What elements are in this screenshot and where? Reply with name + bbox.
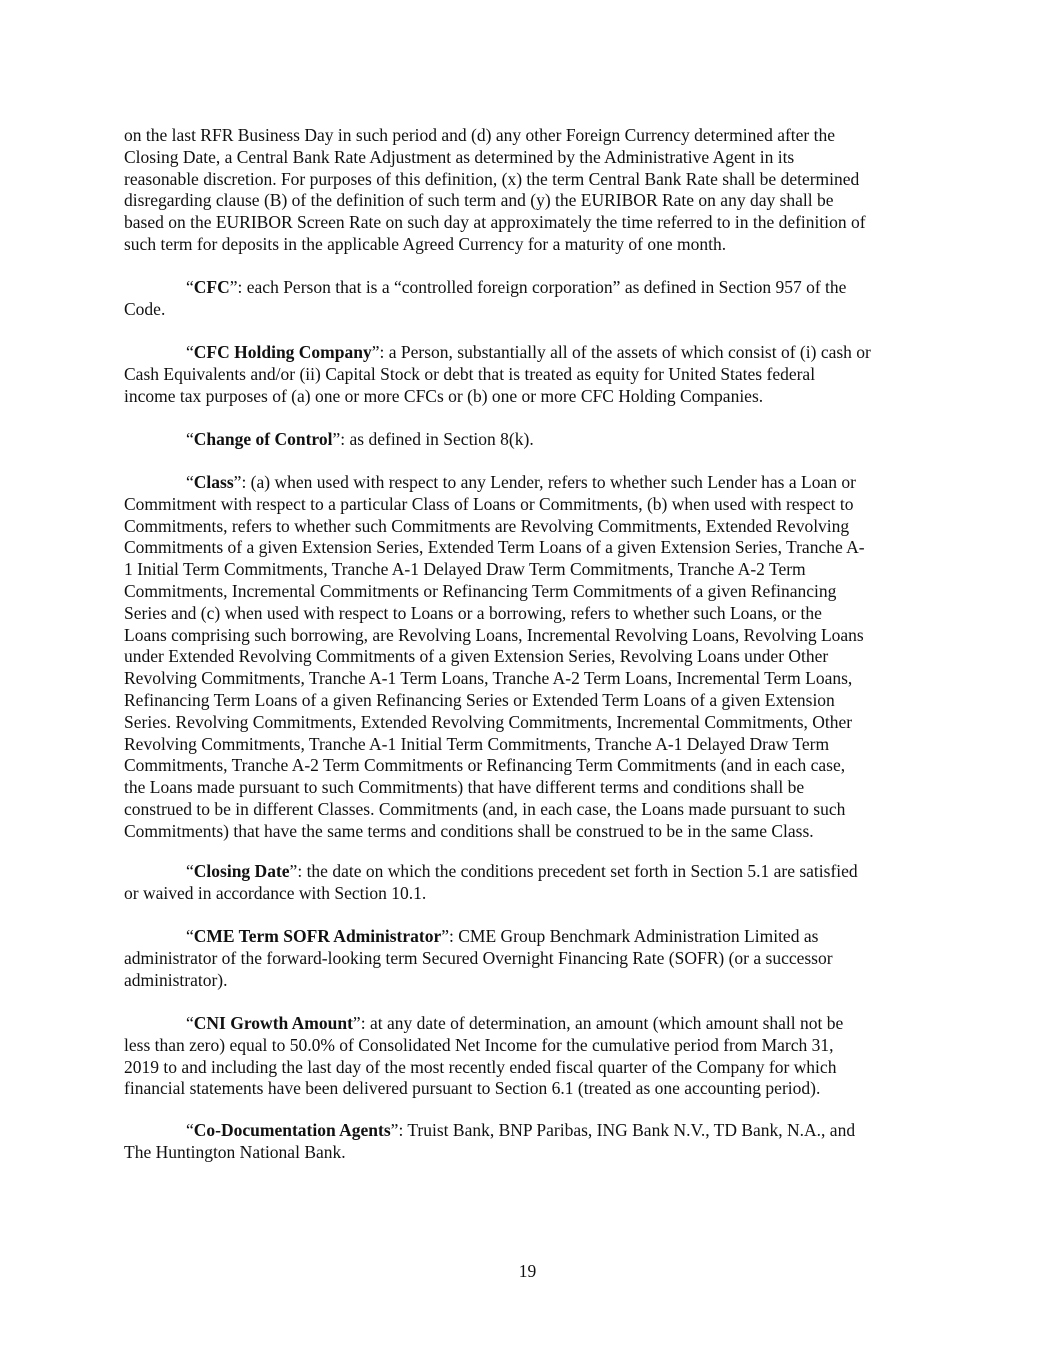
definition-text: : at any date of determination, an amount (which amount shall not be <box>360 1013 844 1033</box>
defined-term: Class <box>193 472 234 492</box>
text-line: Code. <box>124 298 166 319</box>
close-quote: ” <box>233 472 242 492</box>
open-quote: “ <box>186 277 194 297</box>
close-quote: ” <box>390 1120 399 1140</box>
text-line: under Extended Revolving Commitments of a given Extension Series, Revolving Loans under Other <box>124 646 829 667</box>
definition-text: : Truist Bank, BNP Paribas, ING Bank N.V., TD Bank, N.A., and <box>398 1120 856 1140</box>
definition-first-line <box>124 472 932 494</box>
text-line: Cash Equivalents and/or (ii) Capital Stock or debt that is treated as equity for United States federal <box>124 363 816 384</box>
definition-text: : each Person that is a “controlled foreign corporation” as defined in Section 957 of the <box>237 277 847 297</box>
definition-class <box>124 472 932 843</box>
close-quote: ” <box>332 429 341 449</box>
definition-text: : (a) when used with respect to any Lender, refers to whether such Lender has a Loan or <box>241 472 856 492</box>
text-line: Revolving Commitments, Tranche A-1 Initial Term Commitments, Tranche A-1 Delayed Draw Term <box>124 733 830 754</box>
text-line: construed to be in different Classes. Commitments (and, in each case, the Loans made pursuant to such <box>124 798 846 819</box>
open-quote: “ <box>186 342 194 362</box>
text-line: on the last RFR Business Day in such period and (d) any other Foreign Currency determined after the <box>124 125 836 145</box>
definition-text: : as defined in Section 8(k). <box>340 429 534 449</box>
definition-first-line <box>124 277 932 299</box>
text-line: Commitments) that have the same terms and conditions shall be construed to be in the same Class. <box>124 820 814 841</box>
definition-text: : a Person, substantially all of the assets of which consist of (i) cash or <box>379 342 871 362</box>
open-quote: “ <box>186 926 194 946</box>
text-line: Commitments, Tranche A-2 Term Commitments or Refinancing Term Commitments (and in each case, <box>124 755 846 776</box>
definition-first-line <box>124 861 932 883</box>
text-line: The Huntington National Bank. <box>124 1141 346 1162</box>
text-line: Commitments, refers to whether such Commitments are Revolving Commitments, Extended Revolving <box>124 515 850 536</box>
open-quote: “ <box>186 429 194 449</box>
page-number: 19 <box>518 1261 537 1281</box>
text-line: financial statements have been delivered pursuant to Section 6.1 (treated as one accounting period). <box>124 1078 821 1099</box>
text-line: Closing Date, a Central Bank Rate Adjustment as determined by the Administrative Agent in its <box>124 146 795 167</box>
text-line: Loans comprising such borrowing, are Revolving Loans, Incremental Revolving Loans, Revolving Loans <box>124 624 864 645</box>
text-line: Revolving Commitments, Tranche A-1 Term Loans, Tranche A-2 Term Loans, Incremental Term Loans, <box>124 668 853 689</box>
open-quote: “ <box>186 1013 194 1033</box>
text-line: Series and (c) when used with respect to Loans or a borrowing, refers to whether such Loans, or the <box>124 602 822 623</box>
defined-term: CME Term SOFR Administrator <box>193 926 442 946</box>
definition-cme-term-sofr-administrator <box>124 926 932 991</box>
open-quote: “ <box>186 1120 194 1140</box>
definition-change-of-control <box>124 429 932 451</box>
definition-first-line <box>124 1120 932 1142</box>
text-line: Refinancing Term Loans of a given Refinancing Series or Extended Term Loans of a given Extension <box>124 689 835 710</box>
text-line: reasonable discretion. For purposes of this definition, (x) the term Central Bank Rate shall be determined <box>124 168 860 189</box>
text-line: such term for deposits in the applicable Agreed Currency for a maturity of one month. <box>124 233 727 254</box>
definition-first-line <box>124 1013 932 1035</box>
paragraph-continuation <box>124 125 932 256</box>
text-line: Series. Revolving Commitments, Extended Revolving Commitments, Incremental Commitments, Other <box>124 711 853 732</box>
definition-first-line <box>124 926 932 948</box>
close-quote: ” <box>229 277 238 297</box>
text-line: less than zero) equal to 50.0% of Consolidated Net Income for the cumulative period from March 31, <box>124 1034 834 1055</box>
text-line: Commitment with respect to a particular Class of Loans or Commitments, (b) when used with respect to <box>124 493 854 514</box>
text-line: Commitments, Incremental Commitments or Refinancing Term Commitments of a given Refinancing <box>124 580 837 601</box>
text-line: administrator of the forward-looking term Secured Overnight Financing Rate (SOFR) (or a successor <box>124 947 833 968</box>
definition-cni-growth-amount <box>124 1013 932 1100</box>
definition-closing-date <box>124 861 932 905</box>
text-line: disregarding clause (B) of the definition of such term and (y) the EURIBOR Rate on any day shall be <box>124 190 834 211</box>
close-quote: ” <box>289 861 298 881</box>
defined-term: CNI Growth Amount <box>193 1013 353 1033</box>
definition-text: : the date on which the conditions precedent set forth in Section 5.1 are satisfied <box>297 861 858 881</box>
text-line: 2019 to and including the last day of the most recently ended fiscal quarter of the Company for which <box>124 1056 837 1077</box>
definition-cfc-holding-company <box>124 342 932 407</box>
definition-cfc <box>124 277 932 321</box>
defined-term: Closing Date <box>193 861 290 881</box>
text-line: income tax purposes of (a) one or more CFCs or (b) one or more CFC Holding Companies. <box>124 385 764 406</box>
text-line: 1 Initial Term Commitments, Tranche A-1 Delayed Draw Term Commitments, Tranche A-2 Term <box>124 559 806 580</box>
open-quote: “ <box>186 861 194 881</box>
defined-term: Change of Control <box>193 429 333 449</box>
definition-text: : CME Group Benchmark Administration Limited as <box>449 926 819 946</box>
close-quote: ” <box>352 1013 361 1033</box>
close-quote: ” <box>371 342 380 362</box>
defined-term: CFC Holding Company <box>193 342 372 362</box>
definition-co-documentation-agents <box>124 1120 932 1164</box>
text-line: based on the EURIBOR Screen Rate on such day at approximately the time referred to in the definition of <box>124 212 866 233</box>
definition-first-line <box>124 429 932 451</box>
definition-first-line <box>124 342 932 364</box>
text-line: the Loans made pursuant to such Commitments) that have different terms and conditions shall be <box>124 777 805 798</box>
text-line: Commitments of a given Extension Series, Extended Term Loans of a given Extension Series, Tranche A- <box>124 537 865 558</box>
defined-term: Co-Documentation Agents <box>193 1120 391 1140</box>
text-line: administrator). <box>124 969 228 990</box>
open-quote: “ <box>186 472 194 492</box>
text-line: or waived in accordance with Section 10.1. <box>124 882 427 903</box>
close-quote: ” <box>441 926 449 946</box>
defined-term: CFC <box>193 277 230 297</box>
